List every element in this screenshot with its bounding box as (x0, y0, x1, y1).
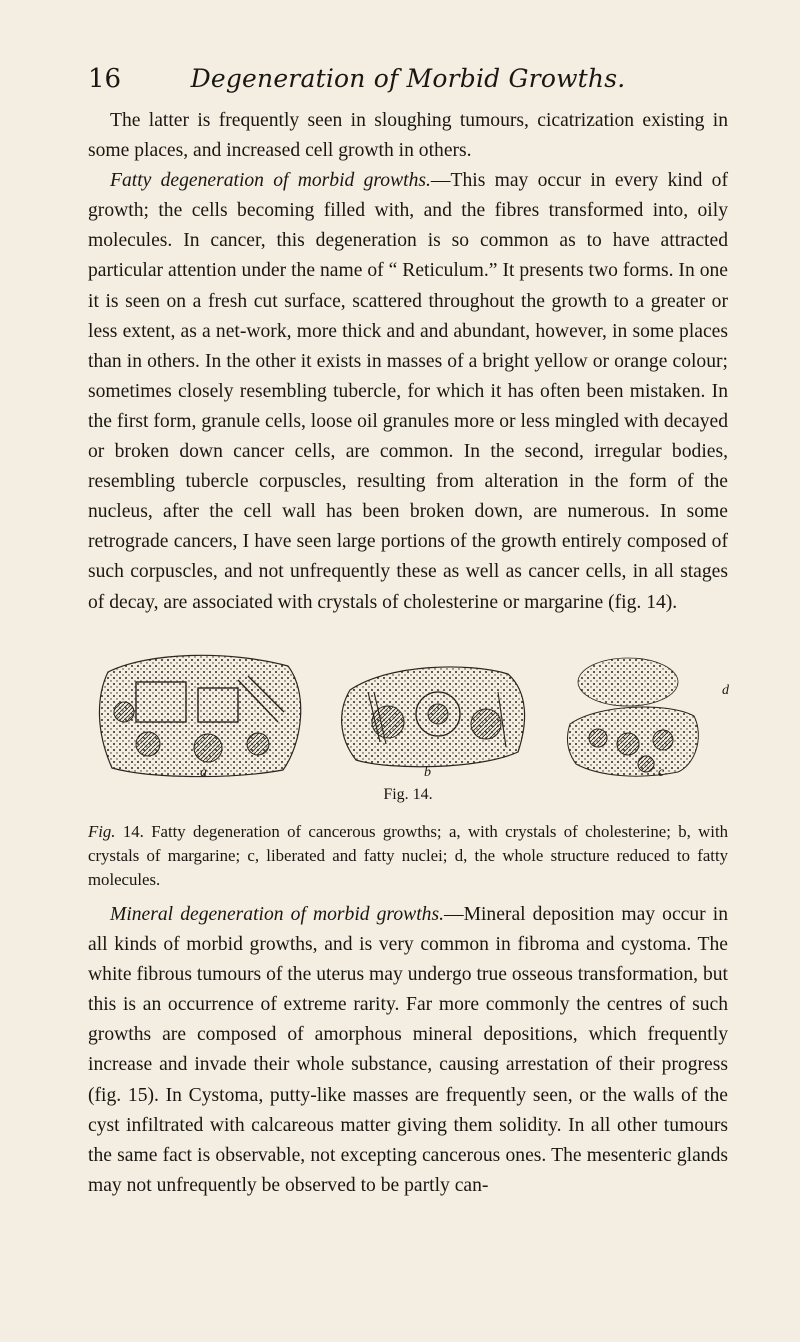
paragraph-1: The latter is frequently seen in sloughing tumours, cicatrization existing in some places, and increased cell growth in others. (88, 110, 728, 162)
panel-a-drawing (99, 655, 300, 776)
caption-fig-ref: Fig. (88, 822, 116, 841)
section-heading-fatty: Fatty degeneration of morbid growths. (110, 170, 431, 192)
panel-label-d: d (722, 683, 729, 698)
paragraph-3-text: —Mineral deposition may occur in all kinds of morbid growths, and is very common in fibroma and cystoma. The white fibrous tumours of the uterus may undergo true osseous transformation, but this is an occurrence of extreme rarity. Far more commonly the centres of such growths are composed of amorphous mineral depositions, which frequently increase and invade their whole substance, causing arrestation of their progress (fig. 15). In Cystoma, putty-like masses are frequently seen, or the walls of the cyst infiltrated with calcareous matter giving them solidity. In all other tumours the same fact is observable, not excepting cancerous ones. The mesenteric glands may not unfrequently be observed to be partly can- (88, 904, 728, 1196)
section-heading-mineral: Mineral degeneration of morbid growths. (110, 904, 444, 925)
figure-caption (88, 820, 728, 892)
panel-label-b: b (424, 765, 431, 780)
paragraph-2-text: —This may occur in every kind of growth; the cells becoming filled with, and the fibres transformed into, oily molecules. In cancer, this degeneration is so common as to have attracted particular attention under the name of “ Reticulum.” It presents two forms. In one it is seen on a fresh cut surface, scattered throughout the growth to a greater or less extent, as a net-work, more thick and and abundant, however, in some places than in others. In the other it exists in masses of a bright yellow or orange colour; sometimes closely resembling tubercle, for which it has often been mistaken. In the first form, granule cells, loose oil granules more or less mingled with decayed or broken down cancer cells, are common. In the second, irregular bodies, resembling tubercle corpuscles, resulting from alteration in the form of the nucleus, after the cell wall has been broken down, are numerous. In some retrograde cancers, I have seen large portions of the growth entirely composed of such corpuscles, and not unfrequently these as well as cancer cells, in all stages of decay, are associated with crystals of cholesterine or margarine (fig. 14). (88, 170, 728, 613)
page-header (88, 64, 728, 100)
figure-number: Fig. 14. (383, 786, 433, 803)
panel-label-a: a (200, 765, 207, 780)
page-number: 16 (88, 64, 122, 94)
panel-label-c: c (658, 765, 665, 780)
panel-c-d-drawing (568, 658, 699, 776)
body-text-bottom (88, 900, 728, 1201)
body-text-top (88, 106, 728, 618)
engraving-illustration (88, 652, 728, 780)
caption-text: 14. Fatty degeneration of cancerous growths; a, with crystals of cholesterine; b, with crystals of margarine; c, liberated and fatty nuclei; d, the whole structure reduced to fatty molecules. (88, 822, 728, 889)
figure-14-illustration (88, 652, 728, 780)
paragraph-3 (88, 900, 728, 1201)
panel-b-drawing (342, 667, 525, 767)
running-title: Degeneration of Morbid Growths. (190, 64, 626, 93)
paragraph-2 (88, 166, 728, 617)
